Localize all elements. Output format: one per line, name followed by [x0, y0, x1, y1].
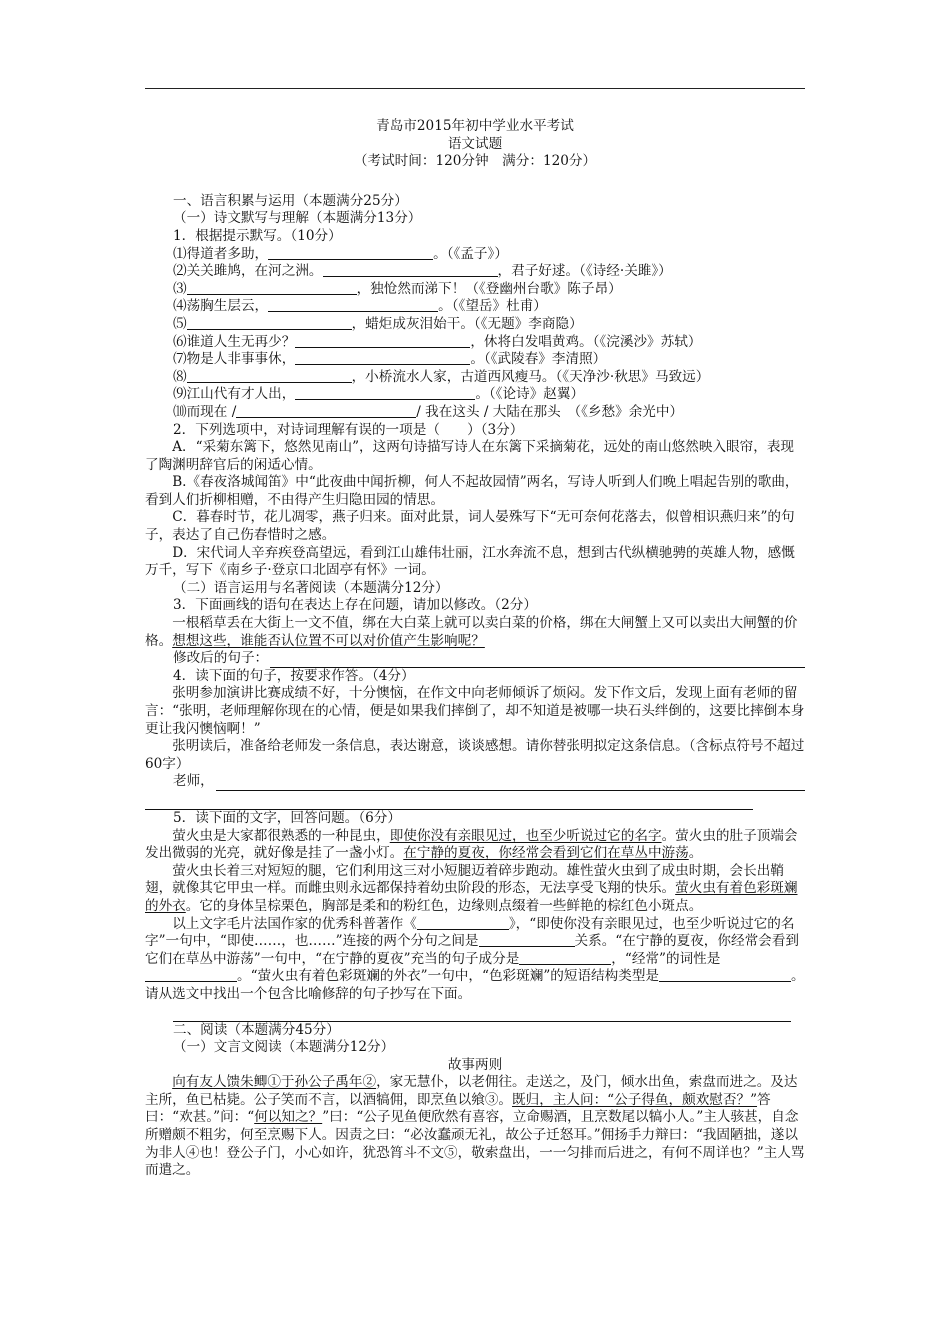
- story-text: 向有友人馈朱鲫①于孙公子禹年②，家无慧仆，以老佣往。走送之，及门，倾水出鱼，索盘而进之。及达主所，鱼已枯毙。公子笑而不言，以酒犒佣，即烹鱼以飨③。既归，主人问：“公子得鱼，颇欢慰否？”答曰：“欢甚。”问：“何以知之？”曰：“公子见鱼便欣然有喜容，立命赐酒，且烹数尾以犒小人。”主人骇甚，自念所赠颇不粗劣，何至烹赐下人。因责之曰：“必汝蠢顽无礼，故公子迁怒耳。”佣扬手力辩曰：“我固陋拙，遂以为非人④也！登公子门，小心如许，犹恐筲斗不文⑤，敬索盘出，一一匀排而后进之，有何不周详也？”主人骂而遣之。: [145, 1074, 805, 1179]
- q4-answer-line-2[interactable]: [145, 791, 753, 810]
- option-b: B.《春夜洛城闻笛》中“此夜曲中闻折柳，何人不起故园情”两名，写诗人听到人们晚上唱起告别的歌曲，看到人们折柳相赠，不由得产生归隐田园的情思。: [145, 474, 799, 508]
- answer-blank[interactable]: [268, 246, 433, 260]
- q4-passage: 张明参加演讲比赛成绩不好，十分懊恼，在作文中向老师倾诉了烦闷。发下作文后，发现上面有老师的留言：“张明，老师理解你现在的心情，便是如果我们摔倒了，却不知道是被哪一块石头绊倒的，这要比摔倒本身更让我闪懊恼啊！”: [145, 685, 805, 737]
- answer-blank[interactable]: [187, 281, 357, 295]
- q4-task: 张明读后，准备给老师发一条信息，表达谢意，谈谈感想。请你替张明拟定这条信息。（含标点符号不超过60字）: [145, 738, 805, 772]
- fill-line-7: ⑺物是人非事事休， 。（《武陵春》李清照）: [173, 351, 607, 368]
- top-rule: [145, 88, 805, 89]
- part2-sub1: （一）文言文阅读（本题满分12分）: [173, 1039, 395, 1056]
- answer-blank[interactable]: [268, 298, 438, 312]
- q3-passage: 一根稻草丢在大街上一文不值，绑在大白菜上就可以卖白菜的价格，绑在大闸蟹上又可以卖出大闸蟹的价格。想想这些，谁能否认位置不可以对价值产生影响呢？: [145, 615, 798, 649]
- q4-answer-line[interactable]: [216, 777, 805, 791]
- q3-answer-line[interactable]: [270, 654, 805, 668]
- option-a: A．“采菊东篱下，悠然见南山”，这两句诗描写诗人在东篱下采摘菊花，远处的南山悠然映入眼帘，表现了陶渊明辞官后的闲适心情。: [145, 439, 795, 473]
- fill-line-1: ⑴得道者多助， 。（《孟子》）: [173, 245, 508, 262]
- fill-line-3: ⑶ ，独怆然而涕下！（《登幽州台歌》陈子昂）: [173, 280, 622, 297]
- exam-title: 青岛市2015年初中学业水平考试: [376, 118, 574, 134]
- q5-paragraph-1: 萤火虫是大家都很熟悉的一种昆虫，即使你没有亲眼见过，也至少听说过它的名字。萤火虫的肚子顶端会发出微弱的光亮，就好像是挂了一盏小灯。在宁静的夏夜，你经常会看到它们在草丛中游荡。: [145, 827, 798, 862]
- question-1: 1．根据提示默写。（10分）: [173, 227, 342, 244]
- q4-answer-row: [145, 773, 805, 791]
- answer-blank[interactable]: [187, 316, 352, 330]
- q3-answer-label: 修改后的句子：: [173, 650, 269, 667]
- fill-line-8: ⑻ ，小桥流水人家，古道西风瘦马。（《天净沙·秋思》马致远）: [173, 368, 710, 385]
- fill-line-4: ⑷荡胸生层云， 。（《望岳》杜甫）: [173, 298, 547, 315]
- answer-blank[interactable]: [236, 404, 416, 418]
- question-3: 3．下面画线的语句在表达上存在问题，请加以修改。（2分）: [173, 597, 537, 614]
- question-2: 2．下列选项中，对诗词理解有误的一项是（ ）（3分）: [173, 421, 524, 438]
- part1-sub1: （一）诗文默写与理解（本题满分13分）: [173, 210, 422, 227]
- story-title: 故事两则: [447, 1056, 503, 1073]
- fill-line-5: ⑸ ，蜡炬成灰泪始干。（《无题》李商隐）: [173, 315, 583, 332]
- question-5: 5．读下面的文字，回答问题。（6分）: [173, 809, 401, 826]
- option-c: C．暮春时节，花儿凋零，燕子归来。面对此景，词人晏殊写下“无可奈何花落去，似曾相识燕归来”的句子，表达了自己伤春惜时之感。: [145, 509, 795, 544]
- question-4: 4．读下面的句子，按要求作答。（4分）: [173, 667, 415, 684]
- exam-info: （考试时间：120分钟 满分：120分）: [353, 153, 597, 170]
- q3-answer-row: [145, 650, 805, 668]
- answer-blank[interactable]: [295, 386, 475, 400]
- answer-blank[interactable]: [145, 968, 237, 982]
- answer-blank[interactable]: [479, 933, 575, 947]
- answer-blank[interactable]: [417, 916, 509, 930]
- q3-underlined-sentence: 想想这些，谁能否认位置不可以对价值产生影响呢？: [172, 632, 485, 649]
- fill-line-2: ⑵关关雎鸠，在河之洲。 ，君子好逑。（《诗经·关雎》）: [173, 263, 672, 280]
- part1-heading: 一、语言积累与运用（本题满分25分）: [173, 192, 408, 209]
- answer-blank[interactable]: [187, 369, 352, 383]
- answer-blank[interactable]: [659, 968, 791, 982]
- exam-page: [145, 118, 805, 1180]
- exam-subject: 语文试题: [447, 135, 503, 152]
- answer-blank[interactable]: [519, 951, 611, 965]
- option-d: D．宋代词人辛弃疾登高望远，看到江山雄伟壮丽，江水奔流不息，想到古代纵横驰骋的英雄人物，感慨万千，写下《南乡子·登京口北固亭有怀》一词。: [145, 544, 795, 579]
- fill-line-10: ⑽而现在 / / 我在这头 / 大陆在那头 （《乡愁》余光中）: [173, 403, 684, 420]
- answer-blank[interactable]: [295, 334, 470, 348]
- answer-blank[interactable]: [295, 351, 470, 365]
- part2-heading: 二、阅读（本题满分45分）: [173, 1021, 340, 1038]
- q5-answer-line[interactable]: [173, 1004, 791, 1022]
- q4-answer-label: 老师，: [173, 773, 214, 790]
- fill-line-6: ⑹谁道人生无再少？ ，休将白发唱黄鸡。（《浣溪沙》苏轼）: [173, 333, 702, 350]
- q5-paragraph-2: 萤火虫长着三对短短的腿，它们利用这三对小短腿迈着碎步跑动。雄性萤火虫到了成虫时期，会长出鞘翅，就像其它甲虫一样。而雌虫则永远都保持着幼虫阶段的形态，无法享受飞翔的快乐。萤火虫有着色彩斑斓的外衣。它的身体呈棕栗色，胸部是柔和的粉红色，边缘则点缀着一些鲜艳的棕红色小斑点。: [145, 862, 798, 914]
- answer-blank[interactable]: [323, 263, 498, 277]
- part1-sub2: （二）语言运用与名著阅读（本题满分12分）: [173, 579, 449, 596]
- q5-questions: 以上文字毛片法国作家的优秀科普著作《 》，“即使你没有亲眼见过，也至少听说过它的名字”一句中，“即使……，也……”连接的两个分句之间是 关系。“在宁静的夏夜，你经常会看到它们在草丛中游荡”一句中，“在宁静的夏夜”充当的句子成分是 ，“经常”的词性是。“萤火虫有着色彩斑斓的外衣”一句中，“色彩斑斓”的短语结构类型是 。请从选文中找出一个包含比喻修辞的句子抄写在下面。: [145, 915, 805, 1002]
- fill-line-9: ⑼江山代有才人出， 。（《论诗》赵翼）: [173, 386, 585, 403]
